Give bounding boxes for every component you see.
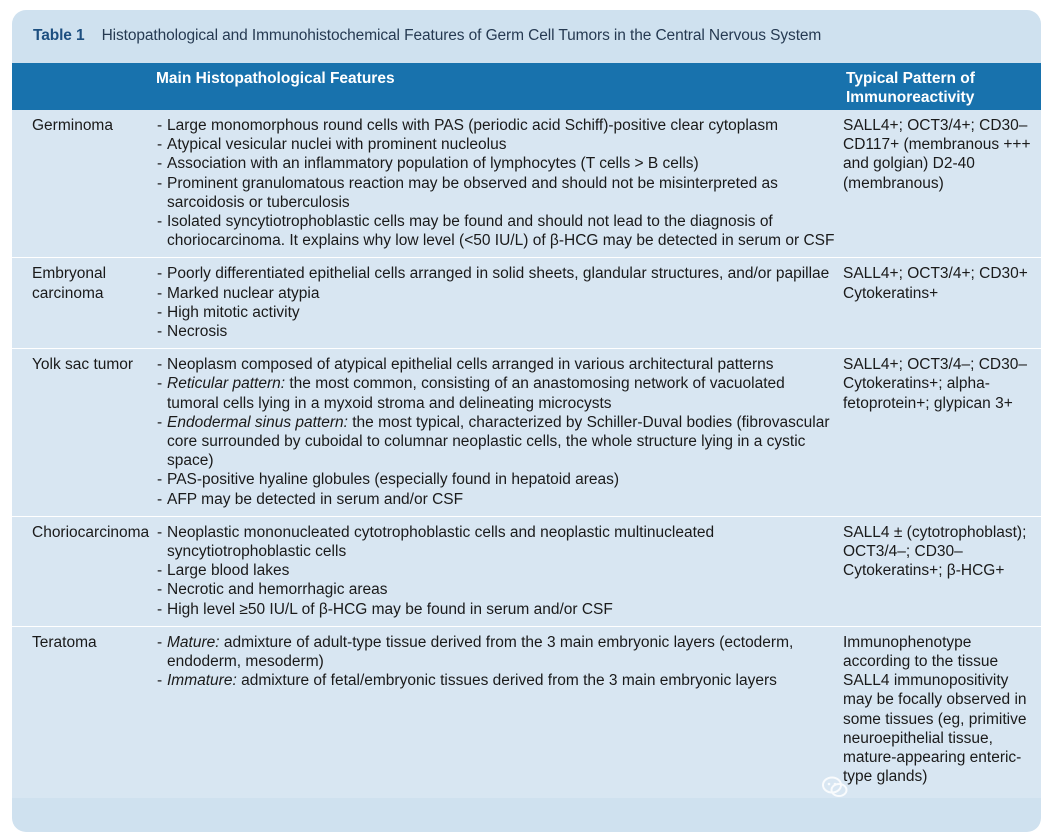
features-cell — [152, 349, 842, 517]
feature-item — [157, 135, 840, 154]
feature-text: admixture of fetal/embryonic tissues derived from the 3 main embryonic layers — [236, 672, 777, 690]
immunoreactivity-cell: SALL4+; OCT3/4–; CD30– Cytokeratins+; alpha-fetoprotein+; glypican 3+ — [842, 349, 1041, 517]
feature-text: Large blood lakes — [167, 562, 290, 580]
immunoreactivity-cell: SALL4+; OCT3/4+; CD30– CD117+ (membranous +++ and golgian) D2-40 (membranous) — [842, 110, 1041, 258]
table-row — [12, 110, 1041, 258]
germ-cell-tumor-table — [12, 63, 1041, 798]
features-cell — [152, 626, 842, 798]
feature-item — [157, 413, 840, 471]
feature-text: the most common, consisting of an anastomosing network of vacuolated tumoral cells lying in a myxoid stroma and delineating microcysts — [167, 375, 785, 412]
feature-item — [157, 212, 840, 250]
feature-pattern-label: Endodermal sinus pattern: — [167, 413, 348, 431]
tumor-type-cell: Choriocarcinoma — [12, 516, 152, 626]
immunoreactivity-cell: Immunophenotype according to the tissue SALL4 immunopositivity may be focally observed in some tissues (eg, primitive neuroepithelial tissue, mature-appearing enteric-type glands) — [843, 633, 1027, 786]
feature-text: Isolated syncytiotrophoblastic cells may be found and should not lead to the diagnosis of choriocarcinoma. It explains why low level (<50 IU/L) of β-HCG may be detected in serum or CSF — [167, 213, 835, 250]
feature-text: AFP may be detected in serum and/or CSF — [167, 490, 464, 508]
feature-text: the most typical, characterized by Schiller-Duval bodies (fibrovascular core surrounded by cuboidal to columnar neoplastic cells, the whole structure lying in a cystic space) — [167, 413, 830, 470]
feature-list — [157, 355, 840, 509]
tumor-type-cell: Embryonal carcinoma — [12, 258, 152, 349]
feature-item — [157, 633, 840, 671]
feature-item — [157, 490, 840, 509]
feature-text: Necrosis — [167, 323, 228, 341]
table-row — [12, 258, 1041, 349]
tumor-type-cell: Teratoma — [32, 633, 97, 651]
feature-text: Marked nuclear atypia — [167, 284, 320, 302]
feature-list — [157, 633, 840, 691]
feature-text: Poorly differentiated epithelial cells arranged in solid sheets, glandular structures, and/or papillae — [167, 265, 830, 283]
table-caption — [33, 27, 821, 45]
feature-pattern-label: Mature: — [167, 633, 220, 651]
table-label: Table 1 — [33, 27, 85, 44]
feature-pattern-label: Immature: — [167, 672, 237, 690]
features-cell — [152, 110, 842, 258]
feature-text: PAS-positive hyaline globules (especially found in hepatoid areas) — [167, 471, 620, 489]
feature-item — [157, 154, 840, 173]
tumor-type-cell: Germinoma — [12, 110, 152, 258]
immunoreactivity-cell: SALL4+; OCT3/4+; CD30+ Cytokeratins+ — [842, 258, 1041, 349]
table-panel — [12, 10, 1041, 832]
feature-item — [157, 284, 840, 303]
feature-list — [157, 523, 840, 619]
feature-text: High level ≥50 IU/L of β-HCG may be found in serum and/or CSF — [167, 600, 613, 618]
table-row — [12, 516, 1041, 626]
feature-text: Large monomorphous round cells with PAS (periodic acid Schiff)-positive clear cytoplasm — [167, 117, 779, 134]
table-body — [12, 110, 1041, 798]
table-title: Histopathological and Immunohistochemical Features of Germ Cell Tumors in the Central Nervous System — [101, 27, 822, 44]
feature-list — [157, 264, 840, 341]
features-cell — [152, 516, 842, 626]
feature-item — [157, 116, 840, 135]
feature-text: High mitotic activity — [167, 303, 300, 321]
features-cell — [152, 258, 842, 349]
feature-text: Prominent granulomatous reaction may be observed and should not be misinterpreted as sarcoidosis or tuberculosis — [167, 174, 778, 211]
header-features: Main Histopathological Features — [156, 70, 395, 87]
feature-list — [157, 116, 840, 250]
feature-item — [157, 671, 840, 690]
header-immunoreactivity: Typical Pattern of Immunoreactivity — [846, 70, 975, 107]
feature-item — [157, 264, 840, 283]
feature-item — [157, 470, 840, 489]
feature-text: Association with an inflammatory population of lymphocytes (T cells > B cells) — [167, 155, 699, 173]
feature-item — [157, 174, 840, 212]
feature-text: Neoplastic mononucleated cytotrophoblastic cells and neoplastic multinucleated syncytiotrophoblastic cells — [167, 523, 715, 561]
feature-item — [157, 561, 840, 580]
feature-text: admixture of adult-type tissue derived from the 3 main embryonic layers (ectoderm, endoderm, mesoderm) — [167, 633, 794, 671]
feature-item — [157, 355, 840, 374]
feature-item — [157, 523, 840, 561]
feature-text: Neoplasm composed of atypical epithelial cells arranged in various architectural patterns — [167, 356, 774, 374]
feature-pattern-label: Reticular pattern: — [167, 375, 286, 393]
table-row — [12, 349, 1041, 517]
feature-item — [157, 303, 840, 322]
immunoreactivity-cell: SALL4 ± (cytotrophoblast); OCT3/4–; CD30– Cytokeratins+; β-HCG+ — [842, 516, 1041, 626]
header-row — [12, 63, 1041, 110]
feature-item — [157, 580, 840, 599]
feature-text: Atypical vesicular nuclei with prominent nucleolus — [167, 136, 507, 154]
tumor-type-cell: Yolk sac tumor — [12, 349, 152, 517]
feature-item — [157, 374, 840, 412]
table-header — [12, 63, 1041, 110]
feature-item — [157, 600, 840, 619]
feature-item — [157, 322, 840, 341]
table-row — [12, 626, 1041, 798]
feature-text: Necrotic and hemorrhagic areas — [167, 581, 388, 599]
header-tumor-type — [12, 63, 152, 110]
